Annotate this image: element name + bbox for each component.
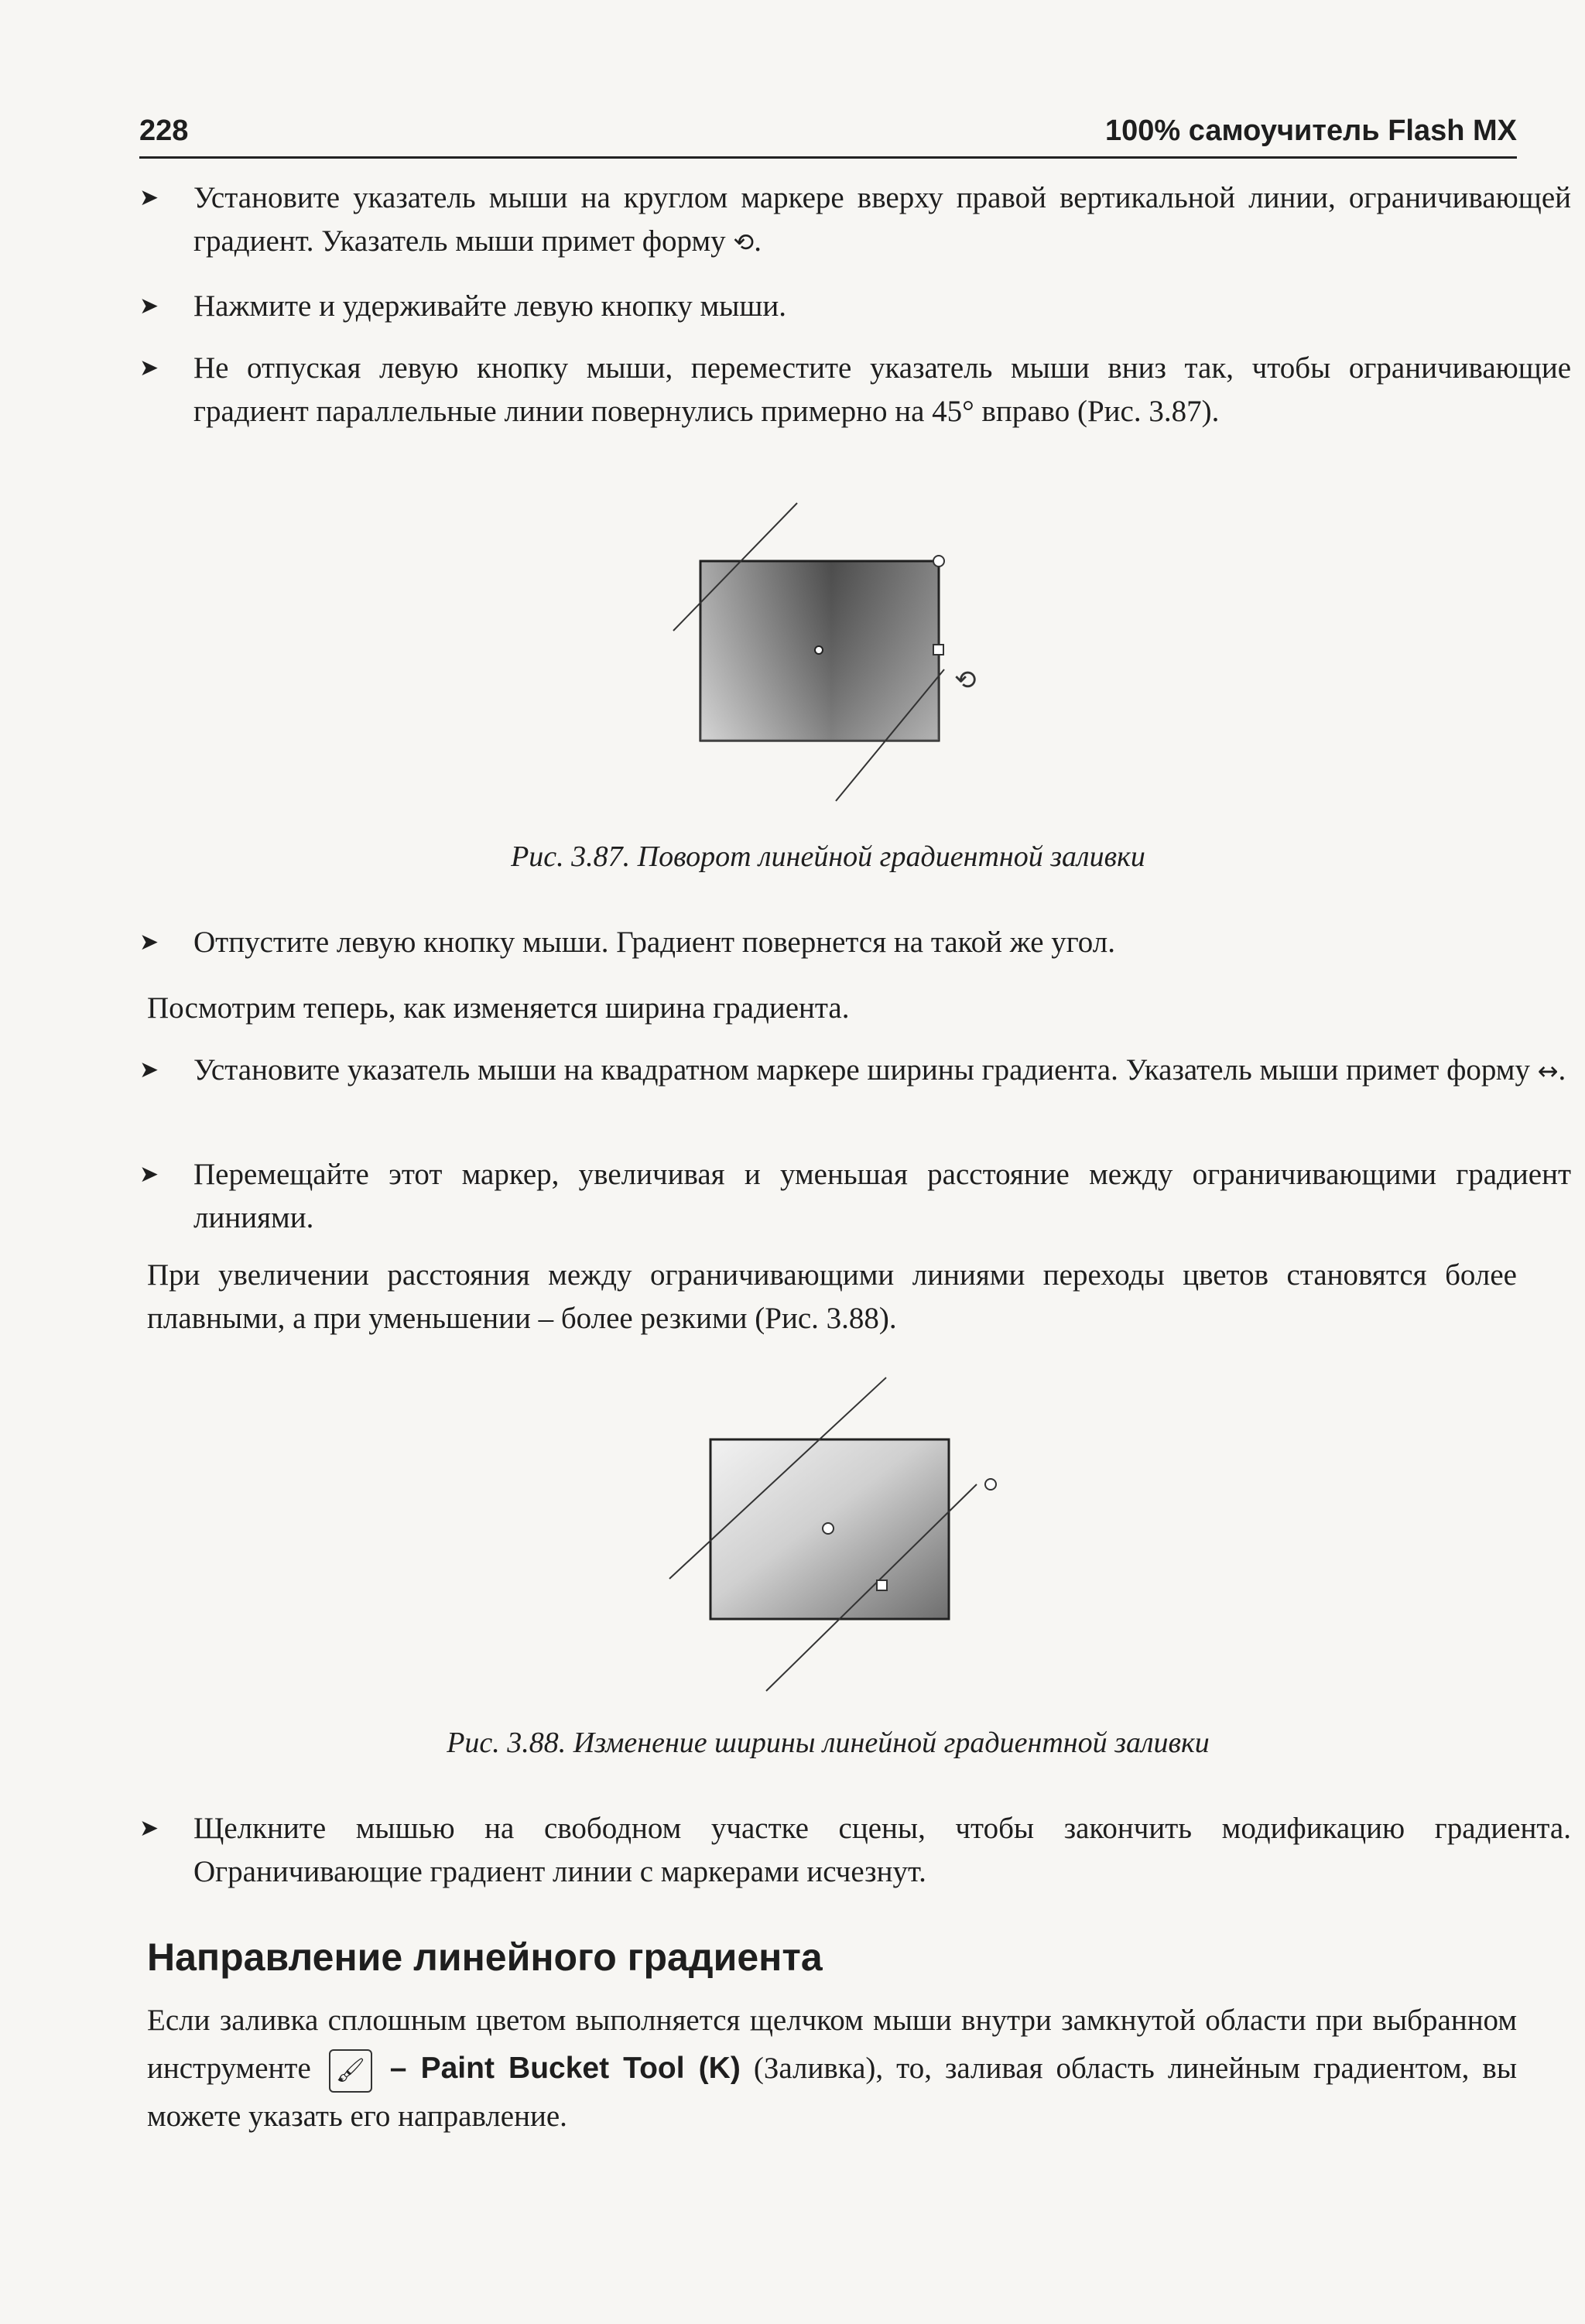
paragraph-text: (Заливка), то, заливая область линейным градиентом, вы можете указать его направление. [147,2052,1518,2134]
bullet-text: Перемещайте этот маркер, увеличивая и уменьшая расстояние между ограничивающими градиент линиями. [193,1158,1571,1234]
bullet-item [139,921,1571,964]
bullet-item: ➤ Установите указатель мыши на квадратном маркере ширины градиента. Указатель мыши примет форму ↔. [139,1049,1571,1093]
rotation-handle [933,556,944,566]
paragraph-text: Если заливка сплошным цветом выполняется щелчком мыши внутри замкнутой области при выбранном инструменте [147,2004,1517,2085]
bullet-text: Отпустите левую кнопку мыши. Градиент повернется на такой же угол. [193,926,1115,959]
bullet-item [139,1807,1571,1894]
bullet-text: Установите указатель мыши на круглом маркере вверху правой вертикальной линии, ограничивающей градиент. Указатель мыши примет форму [193,181,1571,258]
section-heading: Направление линейного градиента [147,1936,823,1979]
bullet-text: Нажмите и удерживайте левую кнопку мыши. [193,289,787,323]
figure-3-88 [658,1370,1014,1710]
paragraph: Посмотрим теперь, как изменяется ширина градиента. [147,991,850,1025]
bullet-item [139,347,1571,433]
page-number: 228 [139,115,189,147]
width-handle [877,1580,887,1590]
bullet-item [139,1153,1571,1240]
resize-cursor-icon: ↔ [1537,1056,1559,1086]
bullet-text: Установите указатель мыши на квадратном маркере ширины градиента. Указатель мыши примет форму [193,1053,1530,1087]
center-point [815,646,823,654]
paint-bucket-icon: 🖌 [329,2049,372,2093]
rotate-cursor-icon: ⟲ [954,665,977,696]
bullet-text: Не отпуская левую кнопку мыши, переместите указатель мыши вниз так, чтобы ограничивающие градиент параллельные линии повернулись примерно на 45° вправо (Рис. 3.87). [193,351,1571,428]
book-title: 100% самоучитель Flash MX [1105,115,1517,147]
paragraph [147,1997,1517,2141]
center-point [823,1523,834,1534]
paragraph: При увеличении расстояния между ограничивающими линиями переходы цветов становятся более плавными, а при уменьшении – более резкими (Рис. 3.88). [147,1258,1517,1335]
rotation-handle [985,1479,996,1490]
figure-caption: Рис. 3.88. Изменение ширины линейной градиентной заливки [447,1727,1210,1759]
page-header [139,108,1517,159]
bullet-text: Щелкните мышью на свободном участке сцены, чтобы закончить модификацию градиента. Ограничивающие градиент линии с маркерами исчезнут. [193,1812,1571,1888]
figure-3-87 [650,495,1006,828]
figure-caption: Рис. 3.87. Поворот линейной градиентной заливки [511,840,1145,873]
width-handle [933,645,943,655]
tool-name: – Paint Bucket Tool (K) [389,2052,741,2085]
bullet-item: ➤ Установите указатель мыши на круглом маркере вверху правой вертикальной линии, ограничивающей градиент. Указатель мыши примет форму ⟲. [139,176,1571,264]
bullet-item [139,285,1571,328]
rotate-cursor-icon: ⟲ [733,228,755,257]
